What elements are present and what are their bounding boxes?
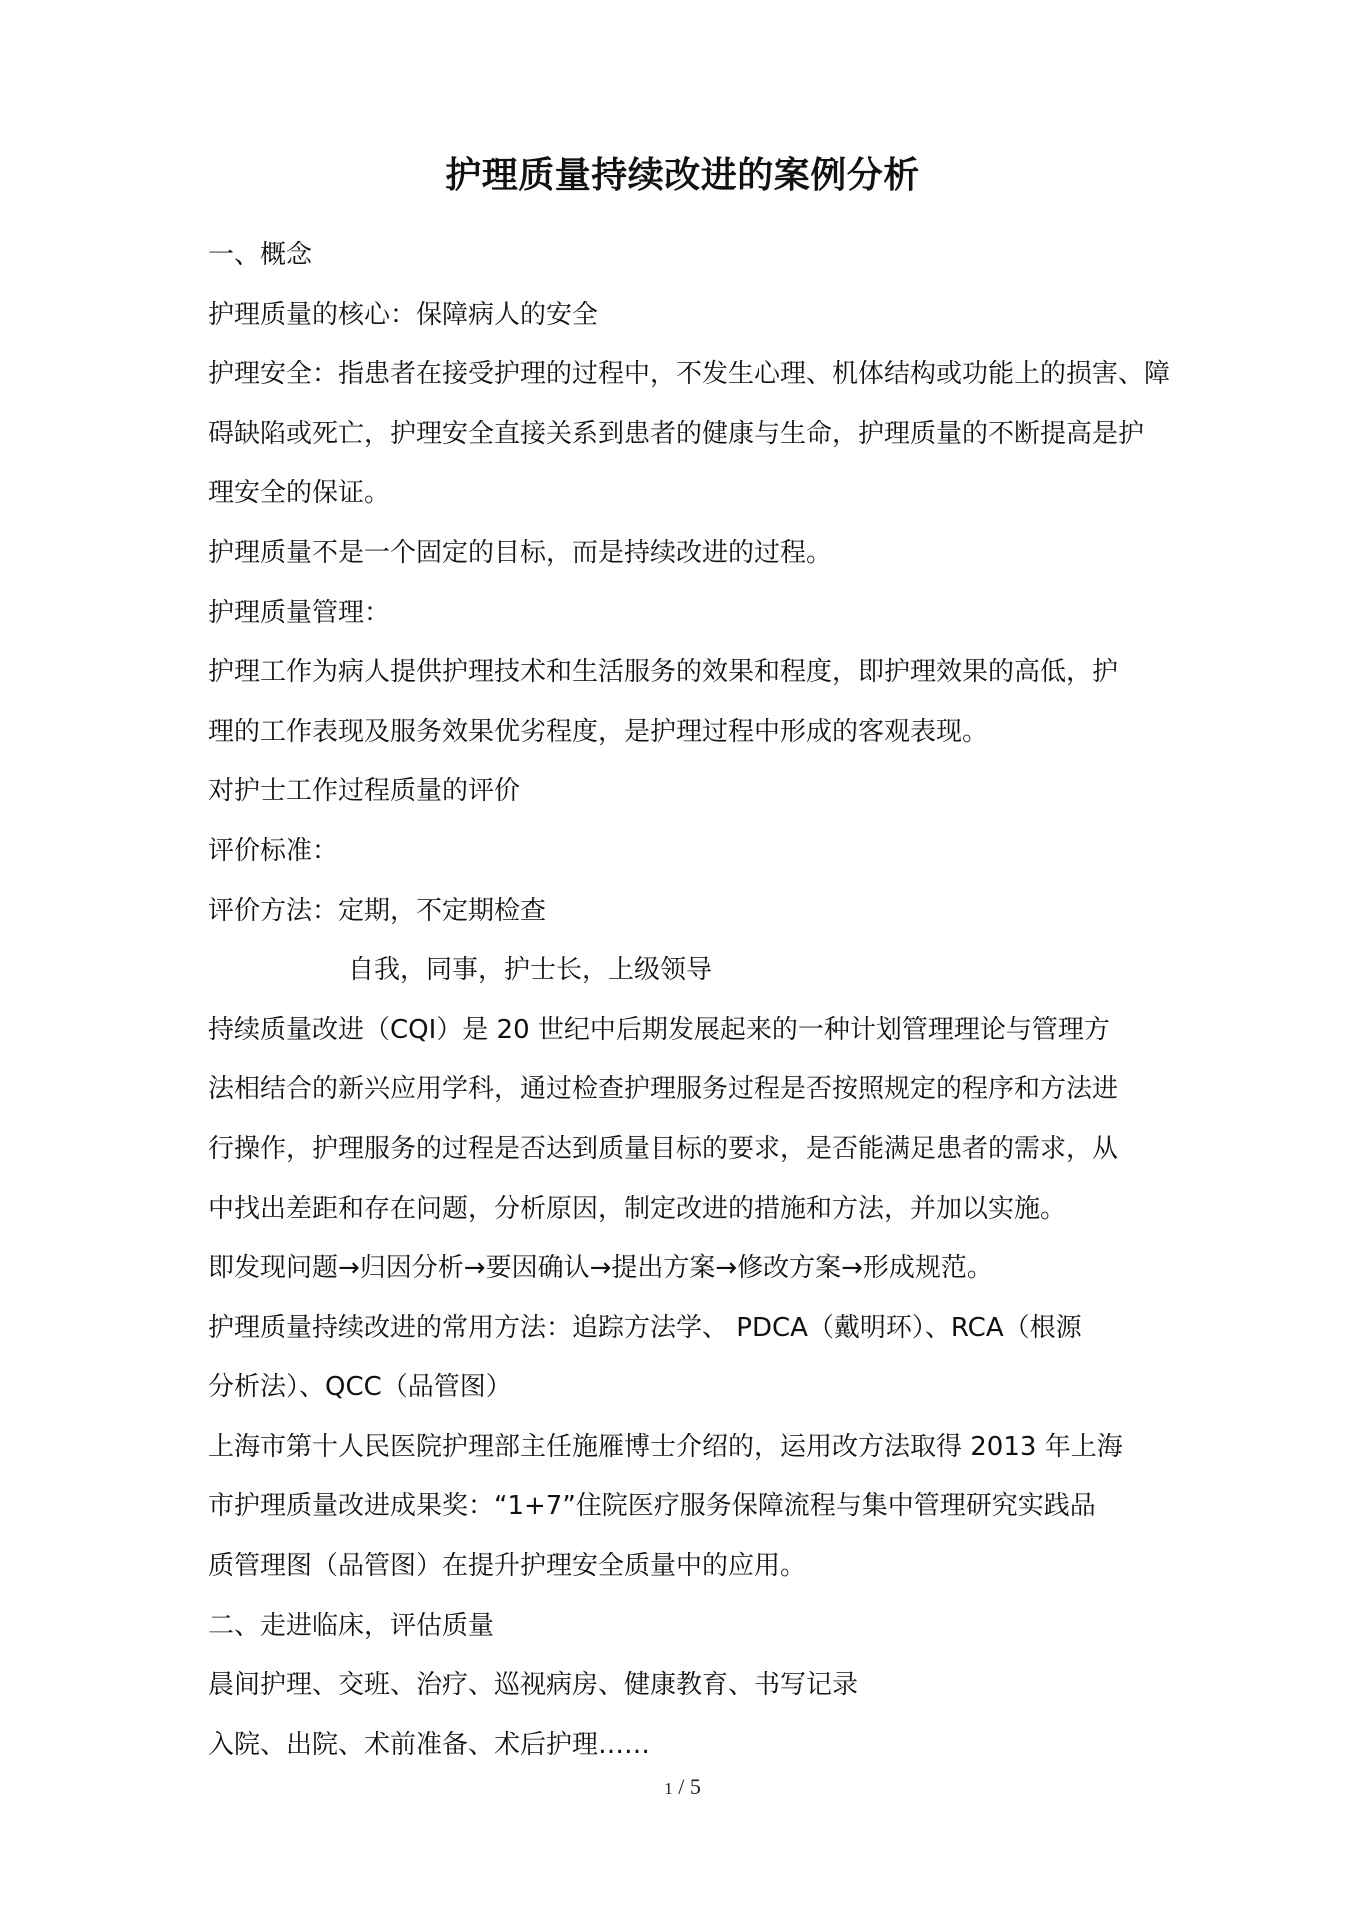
paragraph-line: 晨间护理、交班、治疗、巡视病房、健康教育、书写记录 [208, 1670, 859, 1701]
paragraph-line: 评价标准： [208, 835, 339, 866]
page-number-separator: / [672, 1774, 690, 1799]
paragraph-line: 理的工作表现及服务效果优劣程度，是护理过程中形成的客观表现。 [208, 716, 989, 747]
page-number-current: 1 [664, 1779, 673, 1798]
document-title: 护理质量持续改进的案例分析 [445, 155, 920, 196]
section-heading-concept: 一、概念 [208, 240, 313, 270]
paragraph-line: 行操作，护理服务的过程是否达到质量目标的要求，是否能满足患者的需求，从 [208, 1133, 1119, 1164]
paragraph-line: 法相结合的新兴应用学科，通过检查护理服务过程是否按照规定的程序和方法进 [208, 1074, 1119, 1105]
paragraph-line: 护理质量管理： [208, 597, 391, 628]
page-number [0, 1772, 1365, 1804]
paragraph-line: 中找出差距和存在问题，分析原因，制定改进的措施和方法，并加以实施。 [208, 1193, 1067, 1224]
paragraph-line: 分析法）、QCC（品管图） [208, 1372, 512, 1403]
paragraph-line: 护理质量的核心：保障病人的安全 [208, 299, 599, 330]
paragraph-line: 质管理图（品管图）在提升护理安全质量中的应用。 [208, 1551, 807, 1582]
section-heading-clinical: 二、走进临床，评估质量 [208, 1610, 495, 1641]
paragraph-line: 护理质量不是一个固定的目标，而是持续改进的过程。 [208, 537, 833, 568]
paragraph-line: 上海市第十人民医院护理部主任施雁博士介绍的，运用改方法取得 2013 年上海 [208, 1431, 1123, 1462]
document-body [208, 226, 1178, 1775]
paragraph-line: 护理安全：指患者在接受护理的过程中，不发生心理、机体结构或功能上的损害、障 [208, 359, 1171, 390]
paragraph-line-indented: 自我，同事，护士长，上级领导 [348, 955, 713, 986]
paragraph-line: 评价方法：定期，不定期检查 [208, 895, 547, 926]
paragraph-line: 护理工作为病人提供护理技术和生活服务的效果和程度，即护理效果的高低，护 [208, 657, 1119, 688]
paragraph-line: 市护理质量改进成果奖：“1+7”住院医疗服务保障流程与集中管理研究实践品 [208, 1491, 1096, 1522]
paragraph-line: 持续质量改进（CQI）是 20 世纪中后期发展起来的一种计划管理理论与管理方 [208, 1014, 1110, 1045]
paragraph-line: 入院、出院、术前准备、术后护理…… [208, 1729, 651, 1760]
paragraph-line: 对护士工作过程质量的评价 [208, 776, 521, 807]
page-number-total: 5 [689, 1774, 701, 1799]
paragraph-line: 碍缺陷或死亡，护理安全直接关系到患者的健康与生命，护理质量的不断提高是护 [208, 418, 1145, 449]
paragraph-line: 即发现问题→归因分析→要因确认→提出方案→修改方案→形成规范。 [208, 1253, 993, 1284]
paragraph-line: 理安全的保证。 [208, 478, 391, 509]
paragraph-line: 护理质量持续改进的常用方法：追踪方法学、 PDCA（戴明环）、RCA（根源 [208, 1312, 1082, 1343]
